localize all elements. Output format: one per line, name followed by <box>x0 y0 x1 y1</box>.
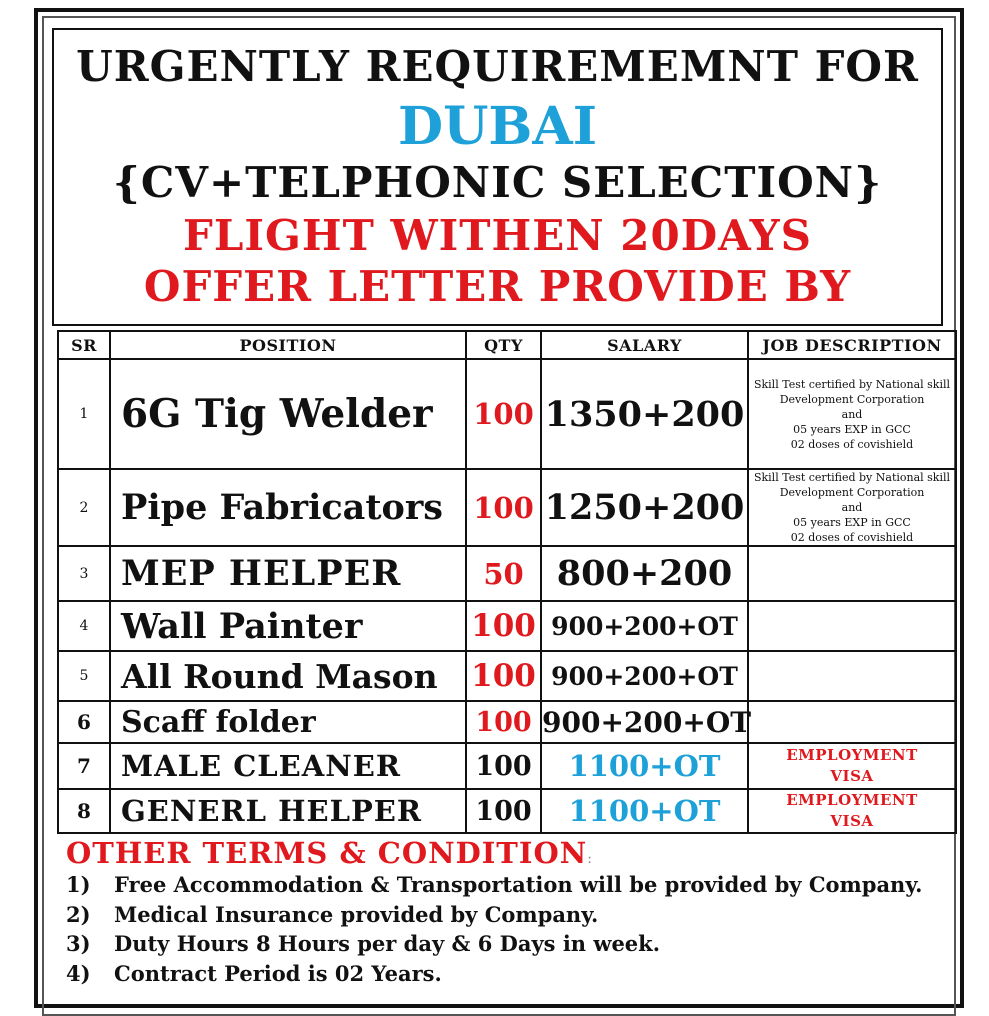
row-sr: 1 <box>58 359 110 469</box>
row-qty: 100 <box>466 743 541 789</box>
row-position: Wall Painter <box>110 601 466 651</box>
desc-line: and <box>841 501 863 514</box>
desc-line: 02 doses of covishield <box>790 437 914 451</box>
table-header-row <box>58 331 956 359</box>
visa-line: VISA <box>830 767 874 785</box>
term-item <box>66 931 660 956</box>
row-sr: 5 <box>58 651 110 701</box>
row-position: GENERL HELPER <box>110 789 466 833</box>
row-salary: 800+200 <box>541 546 748 601</box>
row-job-description <box>748 651 956 701</box>
row-salary: 900+200+OT <box>541 651 748 701</box>
term-number: 3) <box>66 931 91 956</box>
row-position: Scaff folder <box>110 701 466 743</box>
header-position: POSITION <box>110 331 466 359</box>
row-job-description <box>748 359 956 469</box>
row-qty: 100 <box>466 601 541 651</box>
row-position: Pipe Fabricators <box>110 469 466 546</box>
table-row <box>58 701 956 743</box>
visa-line: EMPLOYMENT <box>786 746 918 764</box>
row-salary: 1100+OT <box>541 789 748 833</box>
row-salary: 1350+200 <box>541 359 748 469</box>
term-number: 2) <box>66 902 91 927</box>
row-sr: 2 <box>58 469 110 546</box>
row-salary: 900+200+OT <box>541 601 748 651</box>
offer-letter-line: OFFER LETTER PROVIDE BY <box>143 262 852 311</box>
headline: URGENTLY REQUIREMEMNT FOR <box>76 42 919 91</box>
term-item <box>66 902 598 927</box>
desc-line: Development Corporation <box>779 392 925 406</box>
term-number: 1) <box>66 872 91 897</box>
row-sr: 7 <box>58 743 110 789</box>
table-row <box>58 359 956 469</box>
header-qty: QTY <box>466 331 541 359</box>
term-text: Medical Insurance provided by Company. <box>114 902 599 927</box>
row-qty: 100 <box>466 651 541 701</box>
header-job-description: JOB DESCRIPTION <box>748 331 956 359</box>
row-job-description <box>748 601 956 651</box>
row-position: MALE CLEANER <box>110 743 466 789</box>
table-row <box>58 546 956 601</box>
row-sr: 3 <box>58 546 110 601</box>
term-item <box>66 961 442 986</box>
row-qty: 50 <box>466 546 541 601</box>
row-salary: 1100+OT <box>541 743 748 789</box>
visa-line: EMPLOYMENT <box>786 791 918 809</box>
table-row <box>58 789 956 833</box>
row-sr: 8 <box>58 789 110 833</box>
terms-title-text: OTHER TERMS & CONDITION <box>66 836 588 870</box>
selection-line: {CV+TELPHONIC SELECTION} <box>112 158 883 207</box>
row-salary: 900+200+OT <box>541 701 748 743</box>
header-sr: SR <box>58 331 110 359</box>
desc-line: Skill Test certified by National skill <box>753 377 951 391</box>
row-position: 6G Tig Welder <box>110 359 466 469</box>
row-salary: 1250+200 <box>541 469 748 546</box>
row-job-description <box>748 469 956 546</box>
table-row <box>58 743 956 789</box>
row-qty: 100 <box>466 701 541 743</box>
term-number: 4) <box>66 961 91 986</box>
row-qty: 100 <box>466 789 541 833</box>
flight-line: FLIGHT WITHEN 20DAYS <box>183 211 812 260</box>
desc-line: 02 doses of covishield <box>790 531 914 544</box>
desc-line: 05 years EXP in GCC <box>793 516 911 529</box>
row-job-description <box>748 743 956 789</box>
terms-title <box>66 836 593 870</box>
location-title: DUBAI <box>397 96 598 157</box>
row-job-description <box>748 789 956 833</box>
desc-line: and <box>841 407 863 421</box>
header-box <box>52 28 943 326</box>
terms-title-colon: : <box>587 851 593 867</box>
table-row <box>58 651 956 701</box>
term-text: Duty Hours 8 Hours per day & 6 Days in week. <box>114 931 661 956</box>
table-row <box>58 469 956 546</box>
table-row <box>58 601 956 651</box>
term-text: Free Accommodation & Transportation will be provided by Company. <box>114 872 923 897</box>
row-job-description <box>748 546 956 601</box>
desc-line: Development Corporation <box>779 486 925 499</box>
desc-line: Skill Test certified by National skill <box>753 471 951 484</box>
visa-line: VISA <box>830 812 874 830</box>
row-position: All Round Mason <box>110 651 466 701</box>
row-position: MEP HELPER <box>110 546 466 601</box>
row-job-description <box>748 701 956 743</box>
positions-table <box>57 330 957 834</box>
row-qty: 100 <box>466 359 541 469</box>
row-qty: 100 <box>466 469 541 546</box>
desc-line: 05 years EXP in GCC <box>793 422 911 436</box>
row-sr: 4 <box>58 601 110 651</box>
header-salary: SALARY <box>541 331 748 359</box>
term-item <box>66 872 922 897</box>
row-sr: 6 <box>58 701 110 743</box>
term-text: Contract Period is 02 Years. <box>114 961 442 986</box>
